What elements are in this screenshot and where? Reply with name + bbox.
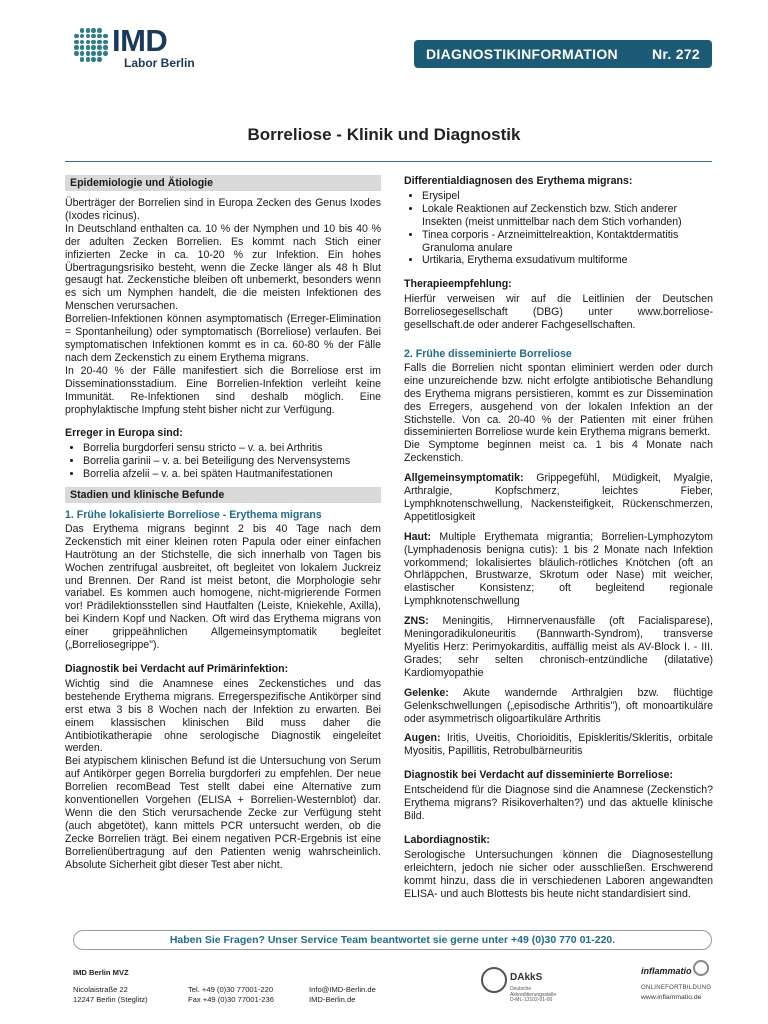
logo-dot — [74, 45, 79, 50]
dakks-line: Akkreditierungsstelle — [510, 991, 557, 998]
logo-dot — [80, 51, 85, 56]
footer-fax: Fax +49 (0)30 77001-236 — [188, 995, 274, 1004]
inflammatio-logo — [641, 960, 713, 1005]
logo-dot — [91, 40, 96, 45]
list-item: • Erysipel — [422, 190, 713, 203]
zns-paragraph — [404, 615, 713, 680]
diff-list — [404, 190, 713, 267]
stage2-heading: 2. Frühe disseminierte Borreliose — [404, 347, 572, 360]
footer-email[interactable]: Info@IMD-Berlin.de — [309, 985, 376, 994]
dakks-name: DAkkS — [510, 972, 543, 983]
logo-dot — [97, 51, 102, 56]
logo-dot — [80, 34, 85, 39]
logo-dot — [97, 40, 102, 45]
paragraph: Hierfür verweisen wir auf die Leitlinien der Deutschen Borreliosegesellschaft (DBG) unter www.borreliose-gesellschaft.de oder anderer Fachgesellschaften. — [404, 293, 713, 332]
list-item: • Borrelia garinii – v. a. bei Beteiligung des Nervensystems — [83, 455, 381, 468]
list-item: • Urtikaria, Erythema exsudativum multiforme — [422, 254, 713, 267]
paragraph: Überträger der Borrelien sind in Europa Zecken des Genus Ixodes (Ixodes ricinus). — [65, 197, 381, 222]
allgemein-paragraph — [404, 472, 713, 524]
logo-dot — [103, 40, 108, 45]
list-item: • Lokale Reaktionen auf Zeckenstich bzw. Stich anderer Insekten (meist unmittelbar nach dem Stich vorhanden) — [422, 203, 713, 229]
logo-dot — [86, 34, 91, 39]
inflammatio-url[interactable]: www.inflammatio.de — [641, 994, 702, 1001]
logo-dot — [74, 34, 79, 39]
haut-paragraph — [404, 531, 713, 608]
list-item: • Borrelia burgdorferi sensu stricto – v. a. bei Arthritis — [83, 442, 381, 455]
footer-web[interactable]: IMD-Berlin.de — [309, 995, 356, 1004]
footer-street: Nicolaistraße 22 — [73, 985, 128, 994]
allgemein-label: Allgemeinsymptomatik: — [404, 472, 524, 485]
logo-dot — [80, 57, 85, 62]
paragraph: Das Erythema migrans beginnt 2 bis 40 Tage nach dem Zeckenstich mit einer kleinen roten Papula oder einer einfachen Hautrötung an der Stichstelle, die sich innerhalb von Tagen bis Wochen zentrifugal ausbreitet, oft begleitet von lokalem Juckreiz und Brennen. Der Rand ist meist betont, die Morphologie sehr variabel. Es kommen auch homogene, nicht-migrierende Formen vor! Prädilektionsstellen sind Hautfalten (Leiste, Kniekehle, Axilla), bei Kindern Kopf und Nacken. Oft wird das Erythema migrans von einer grippeähnlichen Allgemeinsymptomatik begleitet („Borreliosegrippe"). — [65, 522, 381, 652]
logo-dot — [103, 45, 108, 50]
paragraph: Wichtig sind die Anamnese eines Zeckenstiches und das bestehende Erythema migrans. Erregerspezifische Antikörper sind erst etwa 3 bis 8 Wochen nach der Infektion zu erwarten. Bei einem klassischen klinischen Bild muss daher die Antibiotikatherapie ohne serologische Diagnostik eingeleitet werden. — [65, 677, 381, 755]
logo-dot — [103, 34, 108, 39]
imd-logo-icon — [74, 28, 108, 62]
right-column — [404, 175, 713, 900]
logo-dot — [91, 45, 96, 50]
zns-label: ZNS: — [404, 615, 429, 628]
section-header-stadien: Stadien und klinische Befunde — [65, 487, 381, 503]
dakks-line: D-ML-13102-01-00 — [510, 997, 553, 1003]
footer-company: IMD Berlin MVZ — [73, 968, 129, 977]
logo-dot — [86, 28, 91, 33]
logo-dot — [97, 45, 102, 50]
gelenke-paragraph — [404, 687, 713, 726]
logo-text: IMD — [112, 23, 168, 58]
logo-dot — [91, 51, 96, 56]
logo-dot — [86, 45, 91, 50]
logo-dot — [80, 40, 85, 45]
zns-text: Meningitis, Hirnnervenausfälle (oft Facialisparese), Meningoradikuloneuritis (Bannwarth-Syndrom), transverse Myelitis Herz: Perimyokarditis, auffällig meist als AV-Block I. - III. Grades; sehr selten chronisch-entzündliche (dilatative) Kardiomyopathie — [404, 615, 713, 679]
diag1-heading: Diagnostik bei Verdacht auf Primärinfektion: — [65, 663, 289, 675]
dakks-seal-icon — [481, 967, 507, 993]
page-title: Borreliose - Klinik und Diagnostik — [247, 125, 521, 144]
paragraph: Borrelien-Infektionen können asymptomatisch (Erreger-Elimination = Spontanheilung) oder symptomatisch (Borreliose) verlaufen. Bei symptomatischen Infektionen kommt es in ca. 60-80 % der Fälle nach dem Zeckenstich zu einem Erythema migrans. — [65, 313, 381, 364]
logo-dot — [86, 57, 91, 62]
logo-dot — [74, 40, 79, 45]
paragraph: In Deutschland enthalten ca. 10 % der Nymphen und 10 bis 40 % der adulten Zecken Borrelien. Es kommt nach Stich einer infizierten Zecke in ca. 10-20 % zur Infektion. Ein hohes Übertragungsrisiko besteht, wenn die Zecke länger als 48 h Blut gesaugt hat. Zeckenstiche bleiben oft unbemerkt, besonders wenn es sich um Nymphen handelt, die die meisten Infektionen des Menschen verursachen. — [65, 222, 381, 313]
left-column — [65, 175, 381, 872]
logo-dot — [80, 45, 85, 50]
dakks-details — [510, 987, 556, 1004]
thera-heading: Therapieempfehlung: — [404, 278, 512, 291]
logo-dot — [91, 34, 96, 39]
logo-dot — [97, 34, 102, 39]
labor-heading: Labordiagnostik: — [404, 833, 490, 846]
haut-text: Multiple Erythemata migrantia; Borrelien-Lymphozytom (Lymphadenosis benigna cutis): 1 bis 2 Monate nach Infektion vorkommend; lokalisiertes bläulich-rötliches Knötchen (oft an Ohrläppchen, Brustwarze, Skrotum oder Nase) mit weicher, elastischer Konsistenz; oft begleitend regionale Lymphknotenschwellung — [404, 530, 713, 608]
logo-subtitle: Labor Berlin — [124, 56, 195, 70]
erreger-list — [65, 442, 381, 481]
logo-dot — [74, 51, 79, 56]
logo-dot — [97, 57, 102, 62]
dakks-logo — [481, 967, 561, 1003]
inflammatio-ring-icon — [693, 960, 709, 976]
list-item: • Tinea corporis - Arzneimittelreaktion, Kontaktdermatitis Granuloma anulare — [422, 229, 713, 255]
logo-dot — [103, 51, 108, 56]
logo-dot — [86, 40, 91, 45]
paragraph: Die Symptome beginnen meist ca. 1 bis 4 Monate nach Zeckenstich. — [404, 439, 713, 465]
erreger-heading: Erreger in Europa sind: — [65, 427, 183, 440]
logo-dot — [97, 28, 102, 33]
logo-dot — [91, 57, 96, 62]
footer-tel: Tel. +49 (0)30 77001-220 — [188, 985, 274, 994]
inflammatio-subtitle: ONLINEFORTBILDUNG — [641, 985, 712, 991]
logo-dot — [86, 51, 91, 56]
gelenke-label: Gelenke: — [404, 686, 449, 699]
footer-city: 12247 Berlin (Steglitz) — [73, 995, 148, 1004]
diff-heading: Differentialdiagnosen des Erythema migrans: — [404, 175, 633, 187]
gelenke-text: Akute wandernde Arthralgien bzw. flüchtige Gelenkschwellungen („episodische Arthritis"), oft monoartikuläre oder asymmetrisch oligoartikuläre Arthritis — [404, 686, 713, 725]
header-banner — [414, 40, 712, 68]
haut-label: Haut: — [404, 530, 432, 543]
paragraph: Entscheidend für die Diagnose sind die Anamnese (Zeckenstich? Erythema migrans? Risikoverhalten?) und das aktuelle klinische Bild. — [404, 784, 713, 822]
paragraph: Bei atypischem klinischen Befund ist die Untersuchung von Serum auf Antikörper gegen Borrelia burgdorferi zu empfehlen. Der neue Borrelien recomBead Test stellt dabei eine Alternative zum konventionellen Vorgehen (ELISA + Borrelien-Westernblot) dar. Wenn die den Stich verursachende Zecke zur Verfügung steht (auch abgetötet), kann mittels PCR untersucht werden, ob die Zecke Borrelien trägt. Bei einem negativen PCR-Ergebnis ist eine Borrelienübertragung auf den Patienten wenig wahrscheinlich. Absolute Sicherheit gibt dieser Test aber nicht. — [65, 755, 381, 871]
section-header-epidemiologie: Epidemiologie und Ätiologie — [65, 175, 381, 191]
stage1-heading: 1. Frühe lokalisierte Borreliose - Erythema migrans — [65, 509, 322, 522]
augen-text: Iritis, Uveitis, Chorioiditis, Episkleritis/Skleritis, orbitale Myositis, Papillitis, Retrobulbärneuritis — [404, 732, 713, 758]
paragraph: Serologische Untersuchungen können die Diagnosestellung erleichtern, jedoch nie sicher oder ausschließen. Erschwerend kommt hinzu, dass die in verschiedenen Laboren angewandten ELISA- und auch Blottests bis heute nicht standardisiert sind. — [404, 848, 713, 900]
list-item: • Borrelia afzelii – v. a. bei späten Hautmanifestationen — [83, 468, 381, 481]
banner-number: Nr. 272 — [651, 46, 700, 62]
diag2-heading: Diagnostik bei Verdacht auf disseminierte Borreliose: — [404, 769, 674, 782]
paragraph: In 20-40 % der Fälle manifestiert sich die Borreliose erst im Disseminationsstadium. Eine Borrelien-Infektion verleiht keine Immunität. Re-Infektionen sind deshalb möglich. Eine prophylaktische Impfung steht bisher nicht zur Verfügung. — [65, 364, 381, 416]
paragraph: Falls die Borrelien nicht spontan eliminiert werden oder durch eine unzureichende bzw. nicht erfolgte antibiotische Behandlung des Erythema migrans persistieren, kommt es zur Dissemination des Erregers, ausgehend von der lokalen Infektion an der Stichstelle. Von ca. 20-40 % der Patienten mit einer frühen disseminierten Borreliose wurde kein Erythema migrans bemerkt. — [404, 361, 713, 439]
logo-dot — [91, 28, 96, 33]
logo-dot — [80, 28, 85, 33]
augen-paragraph — [404, 732, 713, 758]
augen-label: Augen: — [404, 732, 441, 745]
inflammatio-name: inflammatio — [641, 966, 692, 976]
dakks-line: Deutsche — [510, 986, 532, 992]
allgemein-text: Grippegefühl, Müdigkeit, Myalgie, Arthralgie, Kopfschmerz, leichtes Fieber, Lymphknotenschwellung, Nackensteifigkeit, Rückenschmerzen, Appetitlosigkeit — [404, 472, 713, 523]
banner-label: DIAGNOSTIKINFORMATION — [426, 46, 618, 62]
service-contact-banner: Haben Sie Fragen? Unser Service Team beantwortet sie gerne unter +49 (0)30 770 01-220. — [73, 930, 712, 950]
title-divider — [65, 161, 712, 162]
